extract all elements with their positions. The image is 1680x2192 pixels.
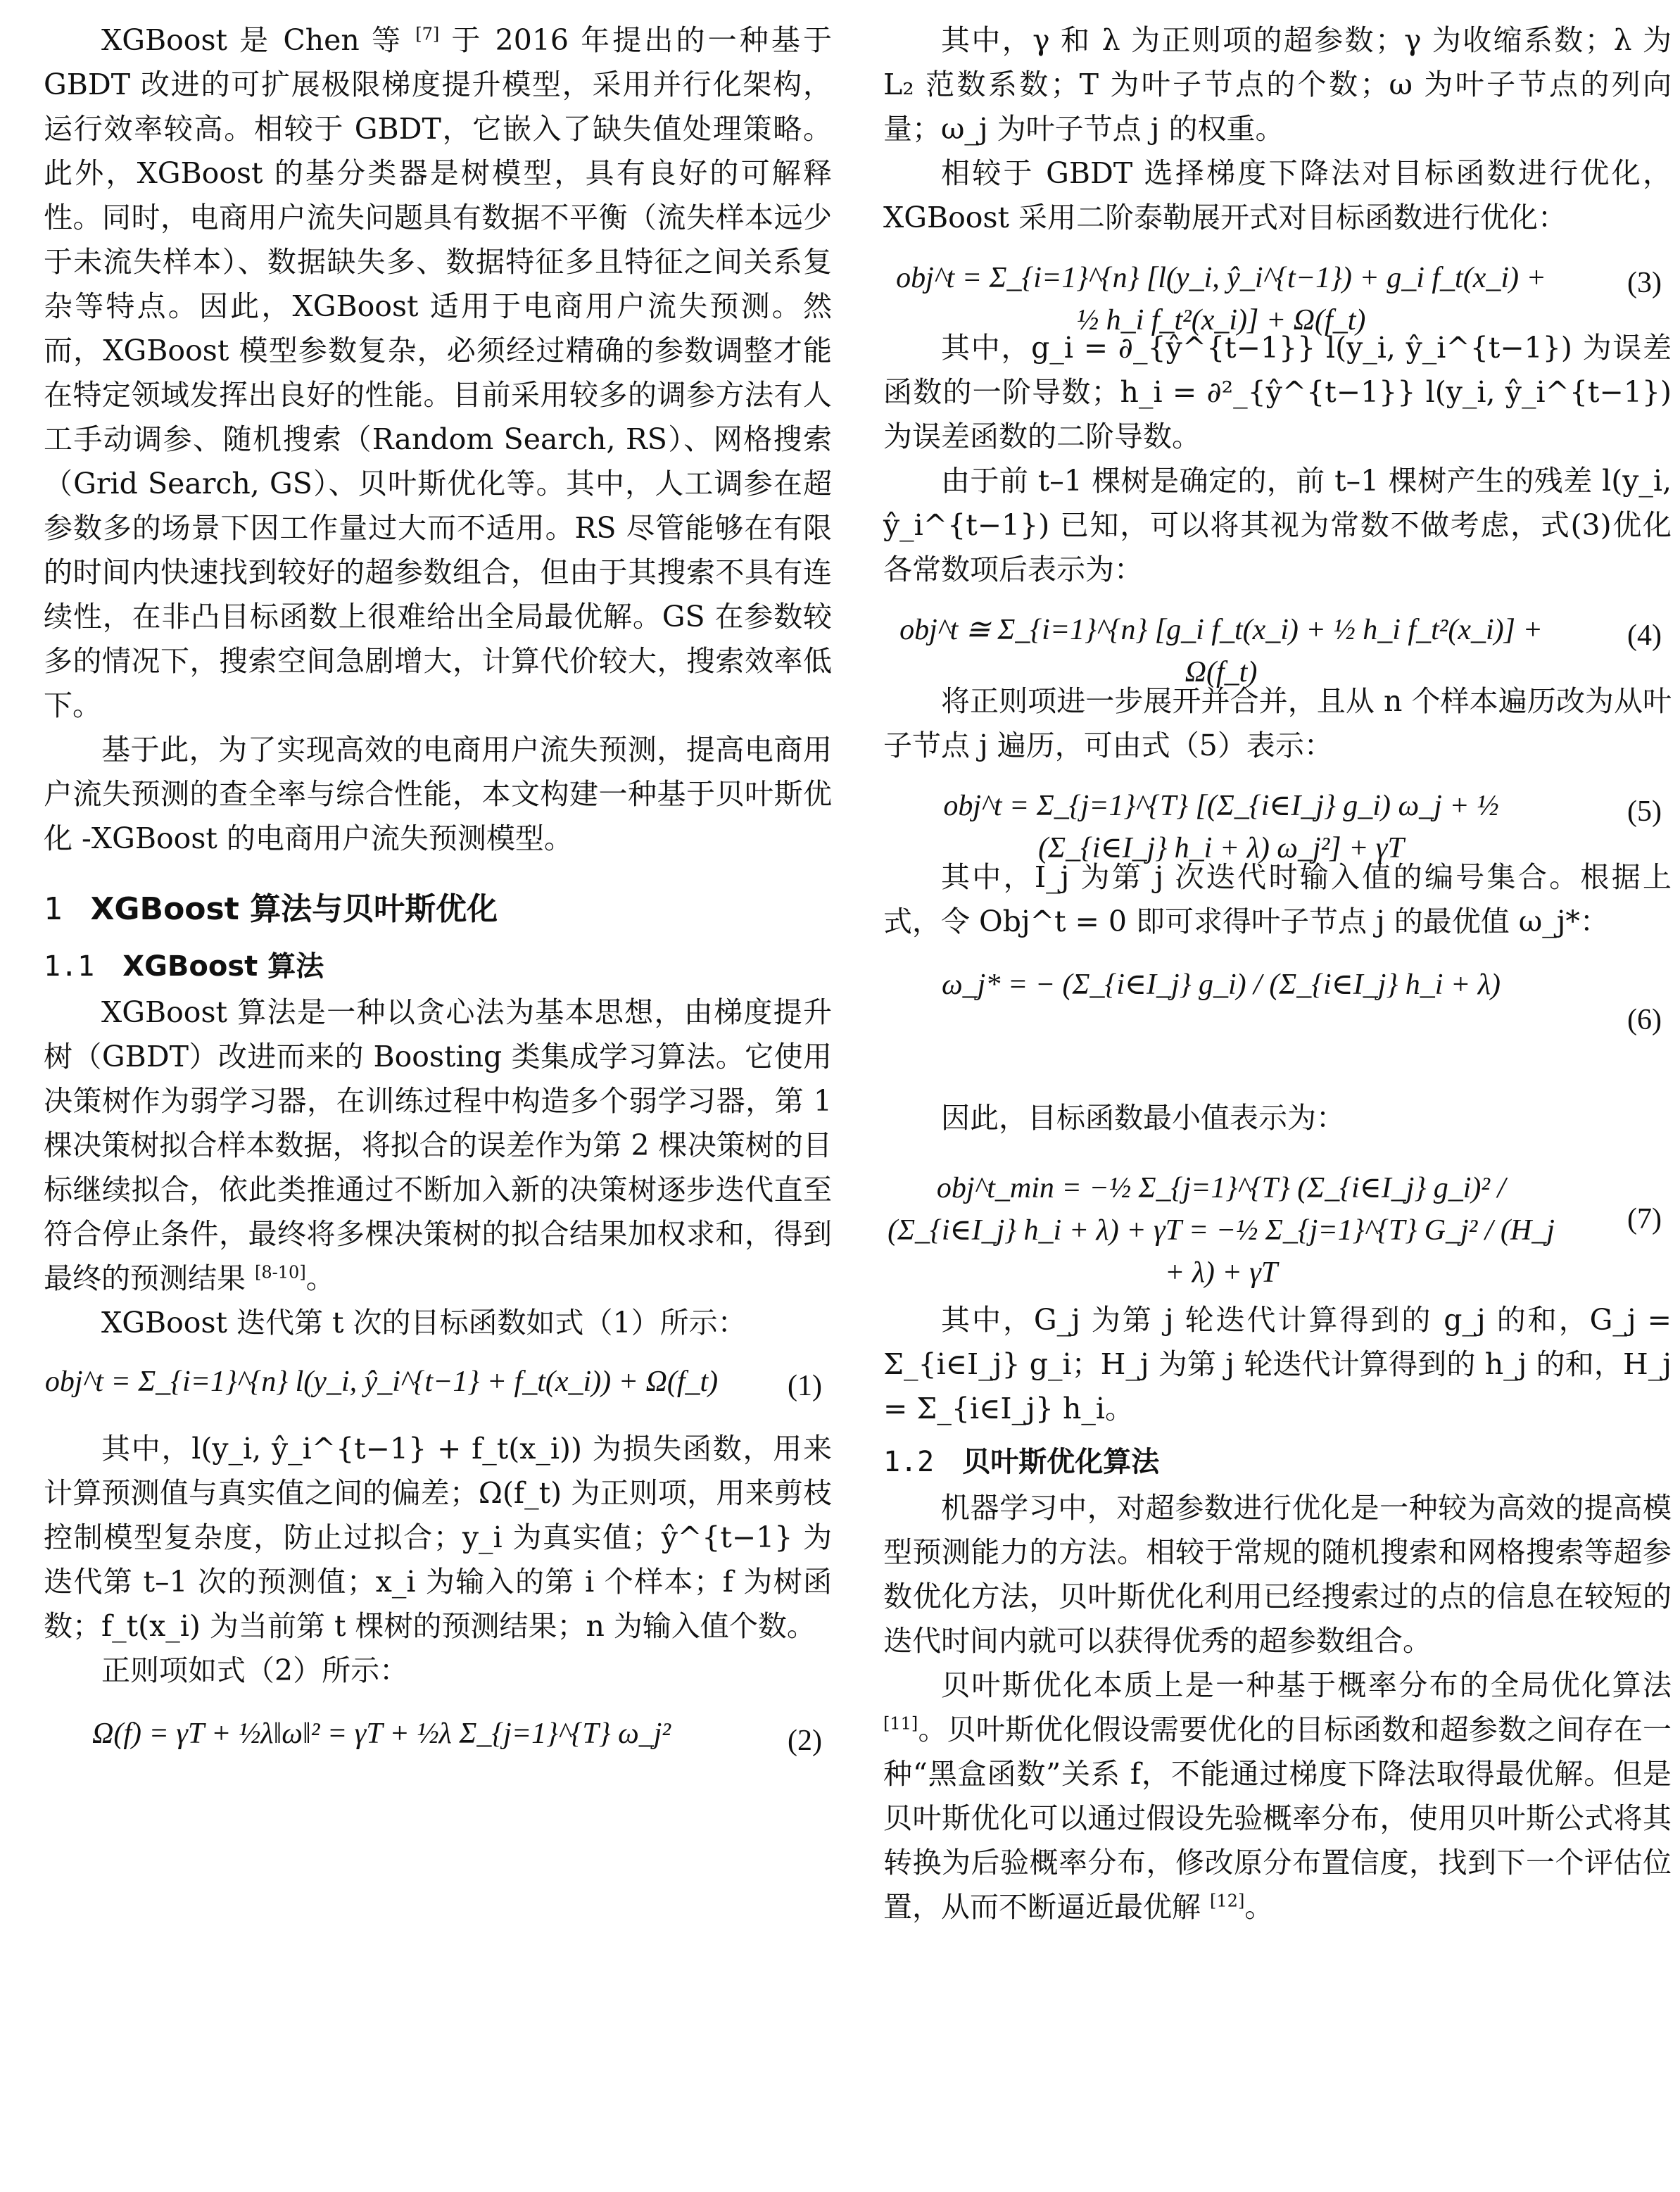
citation-11[interactable]: [11] — [883, 1713, 918, 1734]
minimum-objective-paragraph: 因此，目标函数最小值表示为： — [941, 1101, 1345, 1135]
xgboost-description-paragraph: XGBoost 算法是一种以贪心法为基本思想，由梯度提升树（GBDT）改进而来的 Boosting 类集成学习算法。它使用决策树作为弱学习器，在训练过程中构造多个弱学习器，第 1 棵决策树拟合样本数据，将拟合的误差作为第 2 棵决策树的目标继续拟合，依此类推通过不断加入新的决策树逐步迭代直至符合停止条件，最终将多棵决策树的拟合结果加权求和，得到最终的预测结果 [8-10]。 — [44, 995, 832, 1295]
right-column — [883, 18, 1672, 1929]
equation-3-number: (3) — [1627, 267, 1662, 299]
equation-6-number: (6) — [1627, 1004, 1662, 1036]
equation-5-number: (5) — [1627, 795, 1662, 828]
bayes-essence-paragraph: 贝叶斯优化本质上是一种基于概率分布的全局优化算法 [11]。贝叶斯优化假设需要优化的目标函数和超参数之间存在一种“黑盒函数”关系 f，不能通过梯度下降法取得最优解。但是贝叶斯优化可以通过假设先验概率分布，使用贝叶斯公式将其转换为后验概率分布，修改原分布置信度，找到下一个评估位置，从而不断逼近最优解 [12]。 — [883, 1668, 1672, 1924]
derivative-paragraph: 其中，g_i = ∂_{ŷ^{t−1}} l(y_i, ŷ_i^{t−1}) 为误差函数的一阶导数；h_i = ∂²_{ŷ^{t−1}} l(y_i, ŷ_i^{t−1}) 为误差函数的二阶导数。 — [883, 331, 1672, 453]
intro-paragraph-1: XGBoost 是 Chen 等 [7] 于 2016 年提出的一种基于 GBDT 改进的可扩展极限梯度提升模型，采用并行化架构，运行效率较高。相较于 GBDT，它嵌入了缺失值处理策略。此外，XGBoost 的基分类器是树模型，具有良好的可解释性。同时，电商用户流失问题具有数据不平衡（流失样本远少于未流失样本）、数据缺失多、数据特征多且特征之间关系复杂等特点。因此，XGBoost 适用于电商用户流失预测。然而，XGBoost 模型参数复杂，必须经过精确的参数调整才能在特定领域发挥出良好的性能。目前采用较多的调参方法有人工手动调参、随机搜索（Random Search, RS）、网格搜索（Grid Search, GS）、贝叶斯优化等。其中，人工调参在超参数多的场景下因工作量过大而不适用。RS 尽管能够在有限的时间内快速找到较好的超参数组合，但由于其搜索不具有连续性，在非凸目标函数上很难给出全局最优解。GS 在参数较多的情况下，搜索空间急剧增大，计算代价较大，搜索效率低下。 — [44, 23, 832, 722]
intro-paragraph-2: 基于此，为了实现高效的电商用户流失预测，提高电商用户流失预测的查全率与综合性能，本文构建一种基于贝叶斯优化 -XGBoost 的电商用户流失预测模型。 — [44, 733, 832, 855]
equation-7-number: (7) — [1627, 1203, 1662, 1235]
left-column — [44, 18, 832, 1789]
equation-2-number: (2) — [788, 1725, 822, 1757]
section-1-1-heading: 1.1 XGBoost 算法 — [44, 950, 324, 983]
section-1-heading: 1 XGBoost 算法与贝叶斯优化 — [44, 891, 498, 927]
equation-5: obj^t = Σ_{j=1}^{T} [(Σ_{i∈I_j} g_i) ω_j + ½ (Σ_{i∈I_j} h_i + λ) ω_j²] + γT (5) — [943, 790, 1662, 864]
equation-1-number: (1) — [788, 1370, 822, 1402]
equation-7: obj^t_min = −½ Σ_{j=1}^{T} (Σ_{i∈I_j} g_i)² / (Σ_{i∈I_j} h_i + λ) + γT = −½ Σ_{j=1}^{T} G_j² / (H_j + λ) + γT (7) — [888, 1172, 1662, 1289]
taylor-expansion-paragraph: 相较于 GBDT 选择梯度下降法对目标函数进行优化，XGBoost 采用二阶泰勒展开式对目标函数进行优化： — [883, 156, 1672, 234]
bayes-intro-paragraph: 机器学习中，对超参数进行优化是一种较为高效的提高模型预测能力的方法。相较于常规的随机搜索和网格搜索等超参数优化方法，贝叶斯优化利用已经搜索过的点的信息在较短的迭代时间内就可以获得优秀的超参数组合。 — [883, 1491, 1672, 1658]
objective-intro-paragraph: XGBoost 迭代第 t 次的目标函数如式（1）所示： — [101, 1306, 747, 1340]
regularization-intro-paragraph: 正则项如式（2）所示： — [101, 1654, 409, 1687]
residual-paragraph: 由于前 t–1 棵树是确定的，前 t–1 棵树产生的残差 l(y_i, ŷ_i^{t−1}) 已知，可以将其视为常数不做考虑，式(3)优化各常数项后表示为： — [883, 464, 1672, 586]
loss-function-paragraph: 其中，l(y_i, ŷ_i^{t−1} + f_t(x_i)) 为损失函数，用来计算预测值与真实值之间的偏差；Ω(f_t) 为正则项，用来剪枝控制模型复杂度，防止过拟合；y_i 为真实值；ŷ^{t−1} 为迭代第 t–1 次的预测值；x_i 为输入的第 i 个样本；f 为树函数；f_t(x_i) 为当前第 t 棵树的预测结果；n 为输入值个数。 — [44, 1432, 832, 1643]
equation-4: obj^t ≅ Σ_{i=1}^{n} [g_i f_t(x_i) + ½ h_i f_t²(x_i)] + Ω(f_t) (4) — [899, 614, 1662, 688]
citation-8-10[interactable]: [8-10] — [255, 1262, 306, 1283]
citation-7[interactable]: [7] — [415, 24, 440, 44]
leaf-traversal-paragraph: 将正则项进一步展开并合并，且从 n 个样本遍历改为从叶子节点 j 遍历，可由式（5）表示： — [883, 684, 1672, 762]
optimal-value-paragraph: 其中，I_j 为第 j 次迭代时输入值的编号集合。根据上式，令 Obj^t = 0 即可求得叶子节点 j 的最优值 ω_j*： — [883, 860, 1672, 938]
equation-3: obj^t = Σ_{i=1}^{n} [l(y_i, ŷ_i^{t−1}) + g_i f_t(x_i) + ½ h_i f_t²(x_i)] + Ω(f_t) (3) — [896, 262, 1662, 336]
gradient-sum-paragraph: 其中，G_j 为第 j 轮迭代计算得到的 g_j 的和，G_j = Σ_{i∈I_j} g_i；H_j 为第 j 轮迭代计算得到的 h_j 的和，H_j = Σ_{i∈I_j} h_i。 — [883, 1303, 1672, 1425]
equation-4-number: (4) — [1627, 619, 1662, 652]
section-1-2-heading: 1.2 贝叶斯优化算法 — [883, 1446, 1160, 1478]
equation-1: obj^t = Σ_{i=1}^{n} l(y_i, ŷ_i^{t−1} + f_t(x_i)) + Ω(f_t) (1) — [44, 1351, 832, 1421]
equation-2: Ω(f) = γT + ½λ‖ω‖² = γT + ½λ Σ_{j=1}^{T} ω_j² (2) — [44, 1699, 832, 1783]
citation-12[interactable]: [12] — [1210, 1891, 1245, 1911]
hyperparameter-paragraph: 其中，γ 和 λ 为正则项的超参数；γ 为收缩系数；λ 为 L₂ 范数系数；T 为叶子节点的个数；ω 为叶子节点的列向量；ω_j 为叶子节点 j 的权重。 — [883, 23, 1672, 146]
equation-6: ω_j* = − (Σ_{i∈I_j} g_i) / (Σ_{i∈I_j} h_i + λ) (6) — [883, 950, 1672, 1090]
